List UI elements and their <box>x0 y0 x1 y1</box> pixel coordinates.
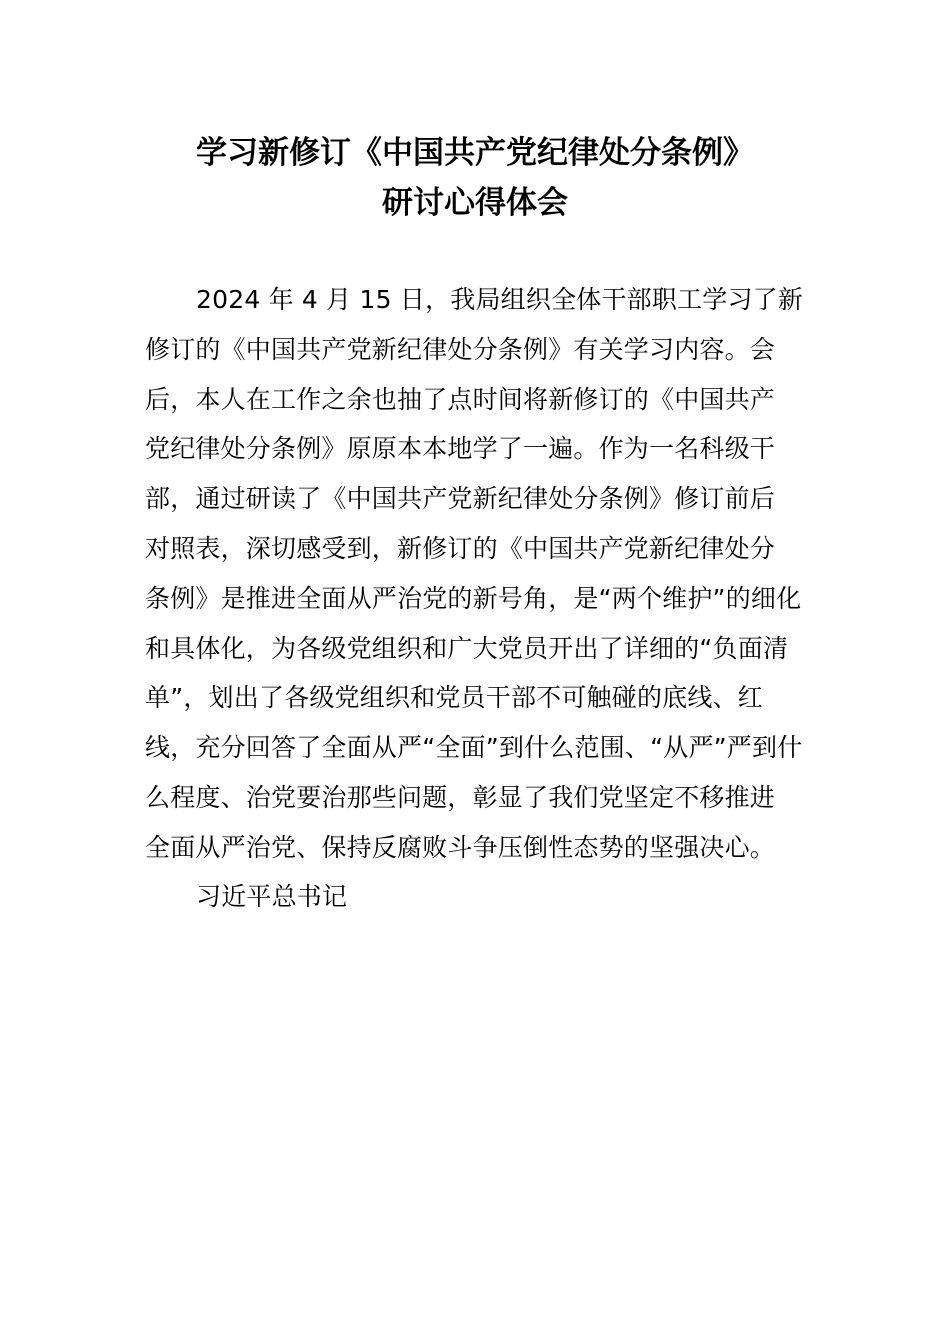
paragraph-1-line-2: 修订的《中国共产党新纪律处分条例》有关学习内容。会 <box>145 335 776 364</box>
paragraph-1-line-11: 么程度、治党要治那些问题，彰显了我们党坚定不移推进 <box>145 783 776 812</box>
paragraph-1-line-3: 后，本人在工作之余也抽了点时间将新修订的《中国共产 <box>145 385 776 414</box>
paragraph-1-line-9: 单”，划出了各级党组织和党员干部不可触碰的底线、红 <box>145 683 763 712</box>
paragraph-1-line-8: 和具体化，为各级党组织和广大党员开出了详细的“负面清 <box>145 634 789 663</box>
paragraph-1-line-1: 2024 年 4 月 15 日，我局组织全体干部职工学习了新 <box>196 285 804 314</box>
document-title-line-1: 学习新修订《中国共产党纪律处分条例》 <box>196 135 754 171</box>
paragraph-1-line-10: 线，充分回答了全面从严“全面”到什么范围、“从严”严到什 <box>145 733 803 762</box>
paragraph-1-line-6: 对照表，深切感受到，新修订的《中国共产党新纪律处分 <box>145 534 776 563</box>
paragraph-1-line-7: 条例》是推进全面从严治党的新号角，是“两个维护”的细化 <box>145 584 802 613</box>
paragraph-1-line-4: 党纪律处分条例》原原本本地学了一遍。作为一名科级干 <box>145 434 776 463</box>
document-title-line-2: 研讨心得体会 <box>382 185 568 221</box>
paragraph-2-line-1: 习近平总书记 <box>196 882 348 911</box>
paragraph-1-line-12: 全面从严治党、保持反腐败斗争压倒性态势的坚强决心。 <box>145 833 776 862</box>
paragraph-1-line-5: 部，通过研读了《中国共产党新纪律处分条例》修订前后 <box>145 484 776 513</box>
